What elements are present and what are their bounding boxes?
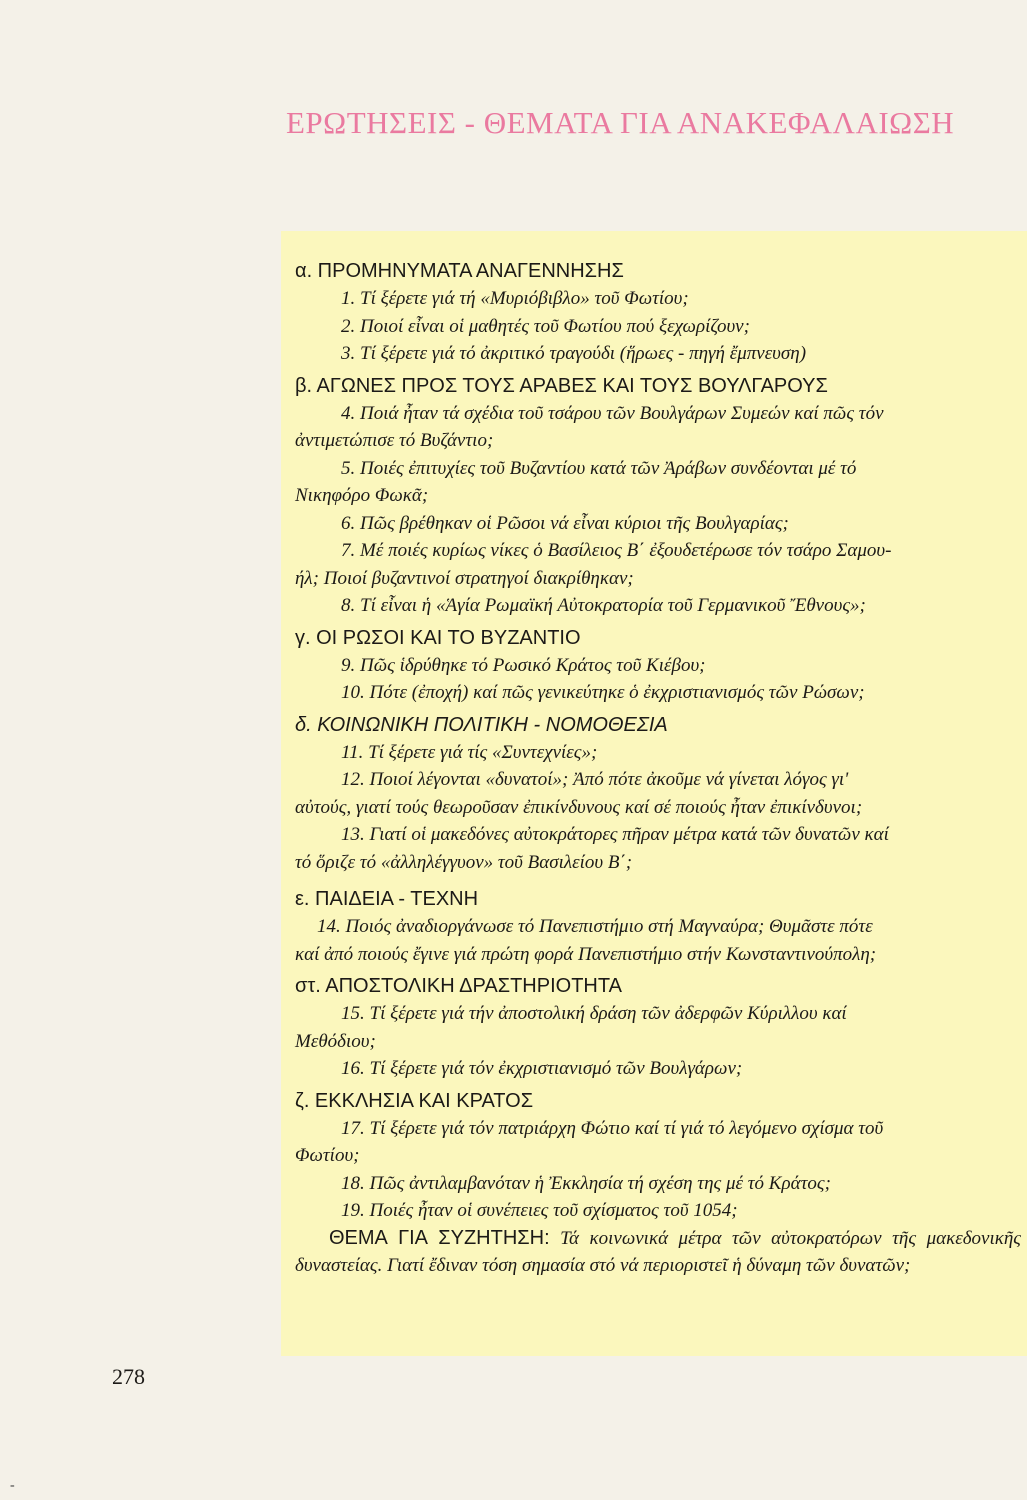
margin-mark: -: [10, 1478, 15, 1493]
question-1: 1. Τί ξέρετε γιά τή «Μυριόβιβλο» τοῦ Φωτίου;: [341, 288, 689, 309]
question-11: 11. Τί ξέρετε γιά τίς «Συντεχνίες»;: [341, 741, 598, 763]
question-14-line-1: 14. Ποιός ἀναδιοργάνωσε τό Πανεπιστήμιο στή Μαγναύρα; Θυμᾶστε πότε: [317, 916, 873, 937]
section-heading-e: ε. ΠΑΙΔΕΙΑ - ΤΕΧΝΗ: [295, 888, 479, 910]
section-heading-d: δ. ΚΟΙΝΩΝΙΚΗ ΠΟΛΙΤΙΚΗ - ΝΟΜΟΘΕΣΙΑ: [295, 713, 668, 736]
question-16: 16. Τί ξέρετε γιά τόν ἐκχριστιανισμό τῶν Βουλγάρων;: [341, 1058, 743, 1079]
section-heading-b: β. ΑΓΩΝΕΣ ΠΡΟΣ ΤΟΥΣ ΑΡΑΒΕΣ ΚΑΙ ΤΟΥΣ ΒΟΥΛΓΑΡΟΥΣ: [295, 374, 828, 397]
question-15-line-1: 15. Τί ξέρετε γιά τήν ἀποστολική δράση τῶν ἀδερφῶν Κύριλλου καί: [341, 1003, 847, 1024]
discussion-topic: [295, 1225, 1021, 1280]
section-heading-z: ζ. ΕΚΚΛΗΣΙΑ ΚΑΙ ΚΡΑΤΟΣ: [295, 1089, 534, 1112]
section-heading-st: στ. ΑΠΟΣΤΟΛΙΚΗ ΔΡΑΣΤΗΡΙΟΤΗΤΑ: [295, 975, 622, 997]
question-14-line-2: καί ἀπό ποιούς ἔγινε γιά πρώτη φορά Πανεπιστήμιο στήν Κωνσταντινούπολη;: [295, 943, 877, 965]
question-6: 6. Πῶς βρέθηκαν οἱ Ρῶσοι νά εἶναι κύριοι τῆς Βουλγαρίας;: [341, 512, 789, 534]
question-13-line-2: τό ὅριζε τό «ἀλληλέγγυον» τοῦ Βασιλείου Β΄;: [295, 851, 633, 873]
question-8: 8. Τί εἶναι ἡ «Ἁγία Ρωμαϊκή Αὐτοκρατορία τοῦ Γερμανικοῦ Ἔθνους»;: [341, 595, 866, 616]
discussion-topic-heading: ΘΕΜΑ ΓΙΑ ΣΥΖΗΤΗΣΗ:: [329, 1226, 550, 1249]
question-5-line-2: Νικηφόρο Φωκᾶ;: [295, 485, 429, 506]
page-title: ΕΡΩΤΗΣΕΙΣ - ΘΕΜΑΤΑ ΓΙΑ ΑΝΑΚΕΦΑΛΑΙΩΣΗ: [286, 104, 955, 140]
discussion-topic-text: Τά κοινωνικά μέτρα τῶν αὐτοκρατόρων τῆς μακεδονικῆς δυναστείας. Γιατί ἔδιναν τόση σημασία στό νά περιοριστεῖ ἡ δύναμη τῶν δυνατῶν;: [295, 1227, 1021, 1276]
section-heading-c: γ. ΟΙ ΡΩΣΟΙ ΚΑΙ ΤΟ ΒΥΖΑΝΤΙΟ: [295, 626, 581, 649]
question-7-line-2: ήλ; Ποιοί βυζαντινοί στρατηγοί διακρίθηκαν;: [295, 567, 634, 589]
question-17-line-2: Φωτίου;: [295, 1145, 360, 1166]
question-13-line-1: 13. Γιατί οἱ μακεδόνες αὐτοκράτορες πῆραν μέτρα κατά τῶν δυνατῶν καί: [341, 824, 889, 845]
question-12-line-1: 12. Ποιοί λέγονται «δυνατοί»; Ἀπό πότε ἀκοῦμε νά γίνεται λόγος γι': [341, 769, 849, 790]
section-heading-a: α. ΠΡΟΜΗΝΥΜΑΤΑ ΑΝΑΓΕΝΝΗΣΗΣ: [295, 260, 624, 282]
question-15-line-2: Μεθόδιου;: [295, 1030, 376, 1052]
question-17-line-1: 17. Τί ξέρετε γιά τόν πατριάρχη Φώτιο καί τί γιά τό λεγόμενο σχίσμα τοῦ: [341, 1117, 884, 1139]
question-5-line-1: 5. Ποιές ἐπιτυχίες τοῦ Βυζαντίου κατά τῶν Ἀράβων συνδέονται μέ τό: [341, 457, 857, 479]
question-12-line-2: αὐτούς, γιατί τούς θεωροῦσαν ἐπικίνδυνους καί σέ ποιούς ἦταν ἐπικίνδυνοι;: [295, 796, 863, 818]
question-4-line-2: ἀντιμετώπισε τό Βυζάντιο;: [295, 430, 494, 451]
page-number: 278: [112, 1364, 145, 1389]
question-3: 3. Τί ξέρετε γιά τό ἀκριτικό τραγούδι (ἥρωες - πηγή ἔμπνευση): [341, 343, 807, 364]
question-7-line-1: 7. Μέ ποιές κυρίως νίκες ὁ Βασίλειος Β΄ ἐξουδετέρωσε τόν τσάρο Σαμου-: [341, 540, 892, 561]
question-10: 10. Πότε (ἐποχή) καί πῶς γενικεύτηκε ὁ ἐκχριστιανισμός τῶν Ρώσων;: [341, 682, 865, 703]
question-18: 18. Πῶς ἀντιλαμβανόταν ἡ Ἐκκλησία τή σχέση της μέ τό Κράτος;: [341, 1172, 831, 1194]
question-2: 2. Ποιοί εἶναι οἱ μαθητές τοῦ Φωτίου πού ξεχωρίζουν;: [341, 315, 750, 337]
question-9: 9. Πῶς ἱδρύθηκε τό Ρωσικό Κράτος τοῦ Κιέβου;: [341, 654, 706, 676]
questions-content: [295, 258, 1021, 1280]
question-19: 19. Ποιές ἦταν οἱ συνέπειες τοῦ σχίσματος τοῦ 1054;: [341, 1200, 738, 1221]
question-4-line-1: 4. Ποιά ἦταν τά σχέδια τοῦ τσάρου τῶν Βουλγάρων Συμεών καί πῶς τόν: [341, 402, 884, 424]
